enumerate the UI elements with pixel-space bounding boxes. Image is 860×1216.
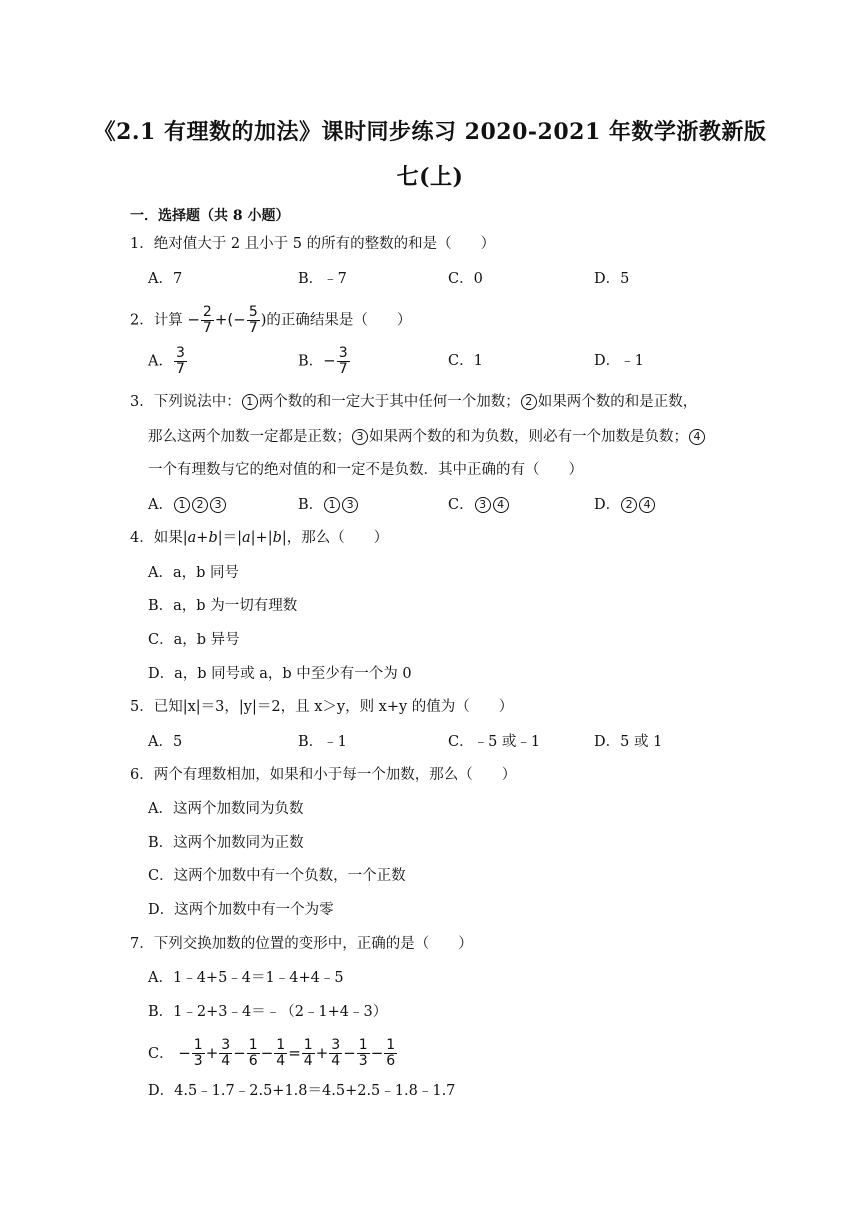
q2-a-label: A． xyxy=(148,353,173,370)
circled-3-icon: 3 xyxy=(475,497,491,513)
circled-4-icon: 4 xyxy=(493,497,509,513)
q4-t5: |，那么（ ） xyxy=(281,530,389,546)
q4-var-b-2: b xyxy=(272,530,282,546)
q4-option-c: C．a，b 异号 xyxy=(148,632,240,648)
q4-t1: 4．如果| xyxy=(130,530,188,546)
q7-option-c xyxy=(148,1038,398,1069)
q2-b-label: B． xyxy=(298,353,324,370)
q2-b-fraction xyxy=(337,346,350,377)
q7-option-a: A．1﹣4+5﹣4＝1﹣4+4﹣5 xyxy=(148,970,344,986)
q6-option-a: A．这两个加数同为负数 xyxy=(148,801,304,817)
q3-text-1c: 如果两个数的和是正数， xyxy=(537,394,698,410)
q3-d-label: D． xyxy=(594,497,621,513)
q2-a-denominator: 7 xyxy=(175,361,185,377)
q4-var-a: a xyxy=(187,530,197,546)
q1-option-b: B．﹣7 xyxy=(298,271,347,287)
q4-option-b: B．a，b 为一切有理数 xyxy=(148,598,298,614)
q2-f2-numerator: 5 xyxy=(248,304,258,320)
q7-c-expression: − $\frac{1}{3}$ + $\frac{3}{4}$ − $\frac{1}{6}$ − $\frac{1}{4}$ = $\frac{1}{4}$ + $\frac{3}{4}$ − $\frac{1}{3}$ − $\frac{1}{6}$ xyxy=(178,1037,396,1069)
q3-text-1a: 3．下列说法中： xyxy=(130,394,241,410)
q2-minus-sign: − xyxy=(187,310,200,329)
q2-suffix: )的正确结果是（ ） xyxy=(260,312,412,329)
q2-option-b xyxy=(298,346,351,377)
q4-t2: + xyxy=(196,530,209,546)
q2-prefix: 2．计算 xyxy=(130,312,188,329)
question-6-stem: 6．两个有理数相加，如果和小于每一个加数，那么（ ） xyxy=(130,767,517,783)
q2-b-denominator: 7 xyxy=(338,361,348,377)
circled-1-icon: 1 xyxy=(324,497,340,513)
q3-b-label: B． xyxy=(298,497,324,513)
q3-c-label: C． xyxy=(448,497,474,513)
document-title-line-1: 《2.1 有理数的加法》课时同步练习 2020-2021 年数学浙教新版 xyxy=(93,119,767,145)
q3-a-label: A． xyxy=(148,497,173,513)
q2-minus-sign-2: − xyxy=(233,310,246,329)
question-3-line-2 xyxy=(148,427,706,447)
q2-a-fraction xyxy=(174,346,187,377)
q2-b-numerator: 3 xyxy=(338,345,348,361)
document-title-line-2: 七(上) xyxy=(396,164,464,190)
q7-option-b: B．1﹣2+3﹣4＝﹣（2﹣1+4﹣3） xyxy=(148,1004,388,1020)
q1-option-c: C．0 xyxy=(448,271,483,287)
q6-option-c: C．这两个加数中有一个负数，一个正数 xyxy=(148,868,406,884)
circled-3-icon: 3 xyxy=(342,497,358,513)
circled-2-icon: 2 xyxy=(192,497,208,513)
circled-2-icon: 2 xyxy=(521,394,537,410)
q4-t4: |+| xyxy=(250,530,273,546)
circled-4-icon: 4 xyxy=(689,429,705,445)
q4-option-d: D．a，b 同号或 a，b 中至少有一个为 0 xyxy=(148,666,412,682)
q7-c-label: C． xyxy=(148,1046,174,1062)
section-heading: 一．选择题（共 8 小题） xyxy=(130,208,290,224)
circled-3-icon: 3 xyxy=(210,497,226,513)
q2-f1-numerator: 2 xyxy=(202,304,212,320)
q4-t3: |＝| xyxy=(217,530,243,546)
q2-b-minus: − xyxy=(323,351,336,370)
question-3-line-3: 一个有理数与它的绝对值的和一定不是负数．其中正确的有（ ） xyxy=(148,462,583,478)
q2-f1-denominator: 7 xyxy=(202,320,212,336)
circled-1-icon: 1 xyxy=(242,394,258,410)
question-2-stem xyxy=(130,305,411,336)
q4-option-a: A．a，b 同号 xyxy=(148,565,240,581)
q5-option-c: C．﹣5 或﹣1 xyxy=(448,734,541,750)
q3-text-1b: 两个数的和一定大于其中任何一个加数； xyxy=(258,394,520,410)
q2-fraction-1 xyxy=(201,305,214,336)
q4-var-a-2: a xyxy=(242,530,251,546)
q6-option-d: D．这两个加数中有一个为零 xyxy=(148,902,334,918)
q3-option-a xyxy=(148,495,227,515)
circled-1-icon: 1 xyxy=(174,497,190,513)
q5-option-a: A．5 xyxy=(148,734,183,750)
q2-fraction-2 xyxy=(247,305,260,336)
q5-option-d: D．5 或 1 xyxy=(594,734,663,750)
q3-option-d xyxy=(594,495,656,515)
q1-option-a: A．7 xyxy=(148,271,183,287)
q2-a-numerator: 3 xyxy=(175,345,185,361)
q3-text-2a: 那么这两个加数一定都是正数； xyxy=(148,429,351,445)
question-5-stem: 5．已知|x|＝3，|y|＝2，且 x＞y，则 x+y 的值为（ ） xyxy=(130,699,514,715)
q2-plus-paren: +( xyxy=(214,310,234,329)
q5-option-b: B．﹣1 xyxy=(298,734,347,750)
q6-option-b: B．这两个加数同为正数 xyxy=(148,835,304,851)
q2-f2-denominator: 7 xyxy=(248,320,258,336)
question-1-stem: 1．绝对值大于 2 且小于 5 的所有的整数的和是（ ） xyxy=(130,236,496,252)
question-3-line-1 xyxy=(130,392,697,412)
circled-2-icon: 2 xyxy=(621,497,637,513)
q3-text-2b: 如果两个数的和为负数，则必有一个加数是负数； xyxy=(369,429,688,445)
q4-var-b: b xyxy=(208,530,218,546)
circled-3-icon: 3 xyxy=(352,429,368,445)
question-4-stem xyxy=(130,528,388,548)
q2-option-a xyxy=(148,346,188,377)
q1-option-d: D．5 xyxy=(594,271,630,287)
q7-option-d: D．4.5﹣1.7﹣2.5+1.8＝4.5+2.5﹣1.8﹣1.7 xyxy=(148,1083,456,1099)
circled-4-icon: 4 xyxy=(639,497,655,513)
q2-option-d: D．﹣1 xyxy=(594,353,644,369)
question-7-stem: 7．下列交换加数的位置的变形中，正确的是（ ） xyxy=(130,936,473,952)
q3-option-c xyxy=(448,495,510,515)
q3-option-b xyxy=(298,495,359,515)
q2-option-c: C．1 xyxy=(448,353,483,369)
